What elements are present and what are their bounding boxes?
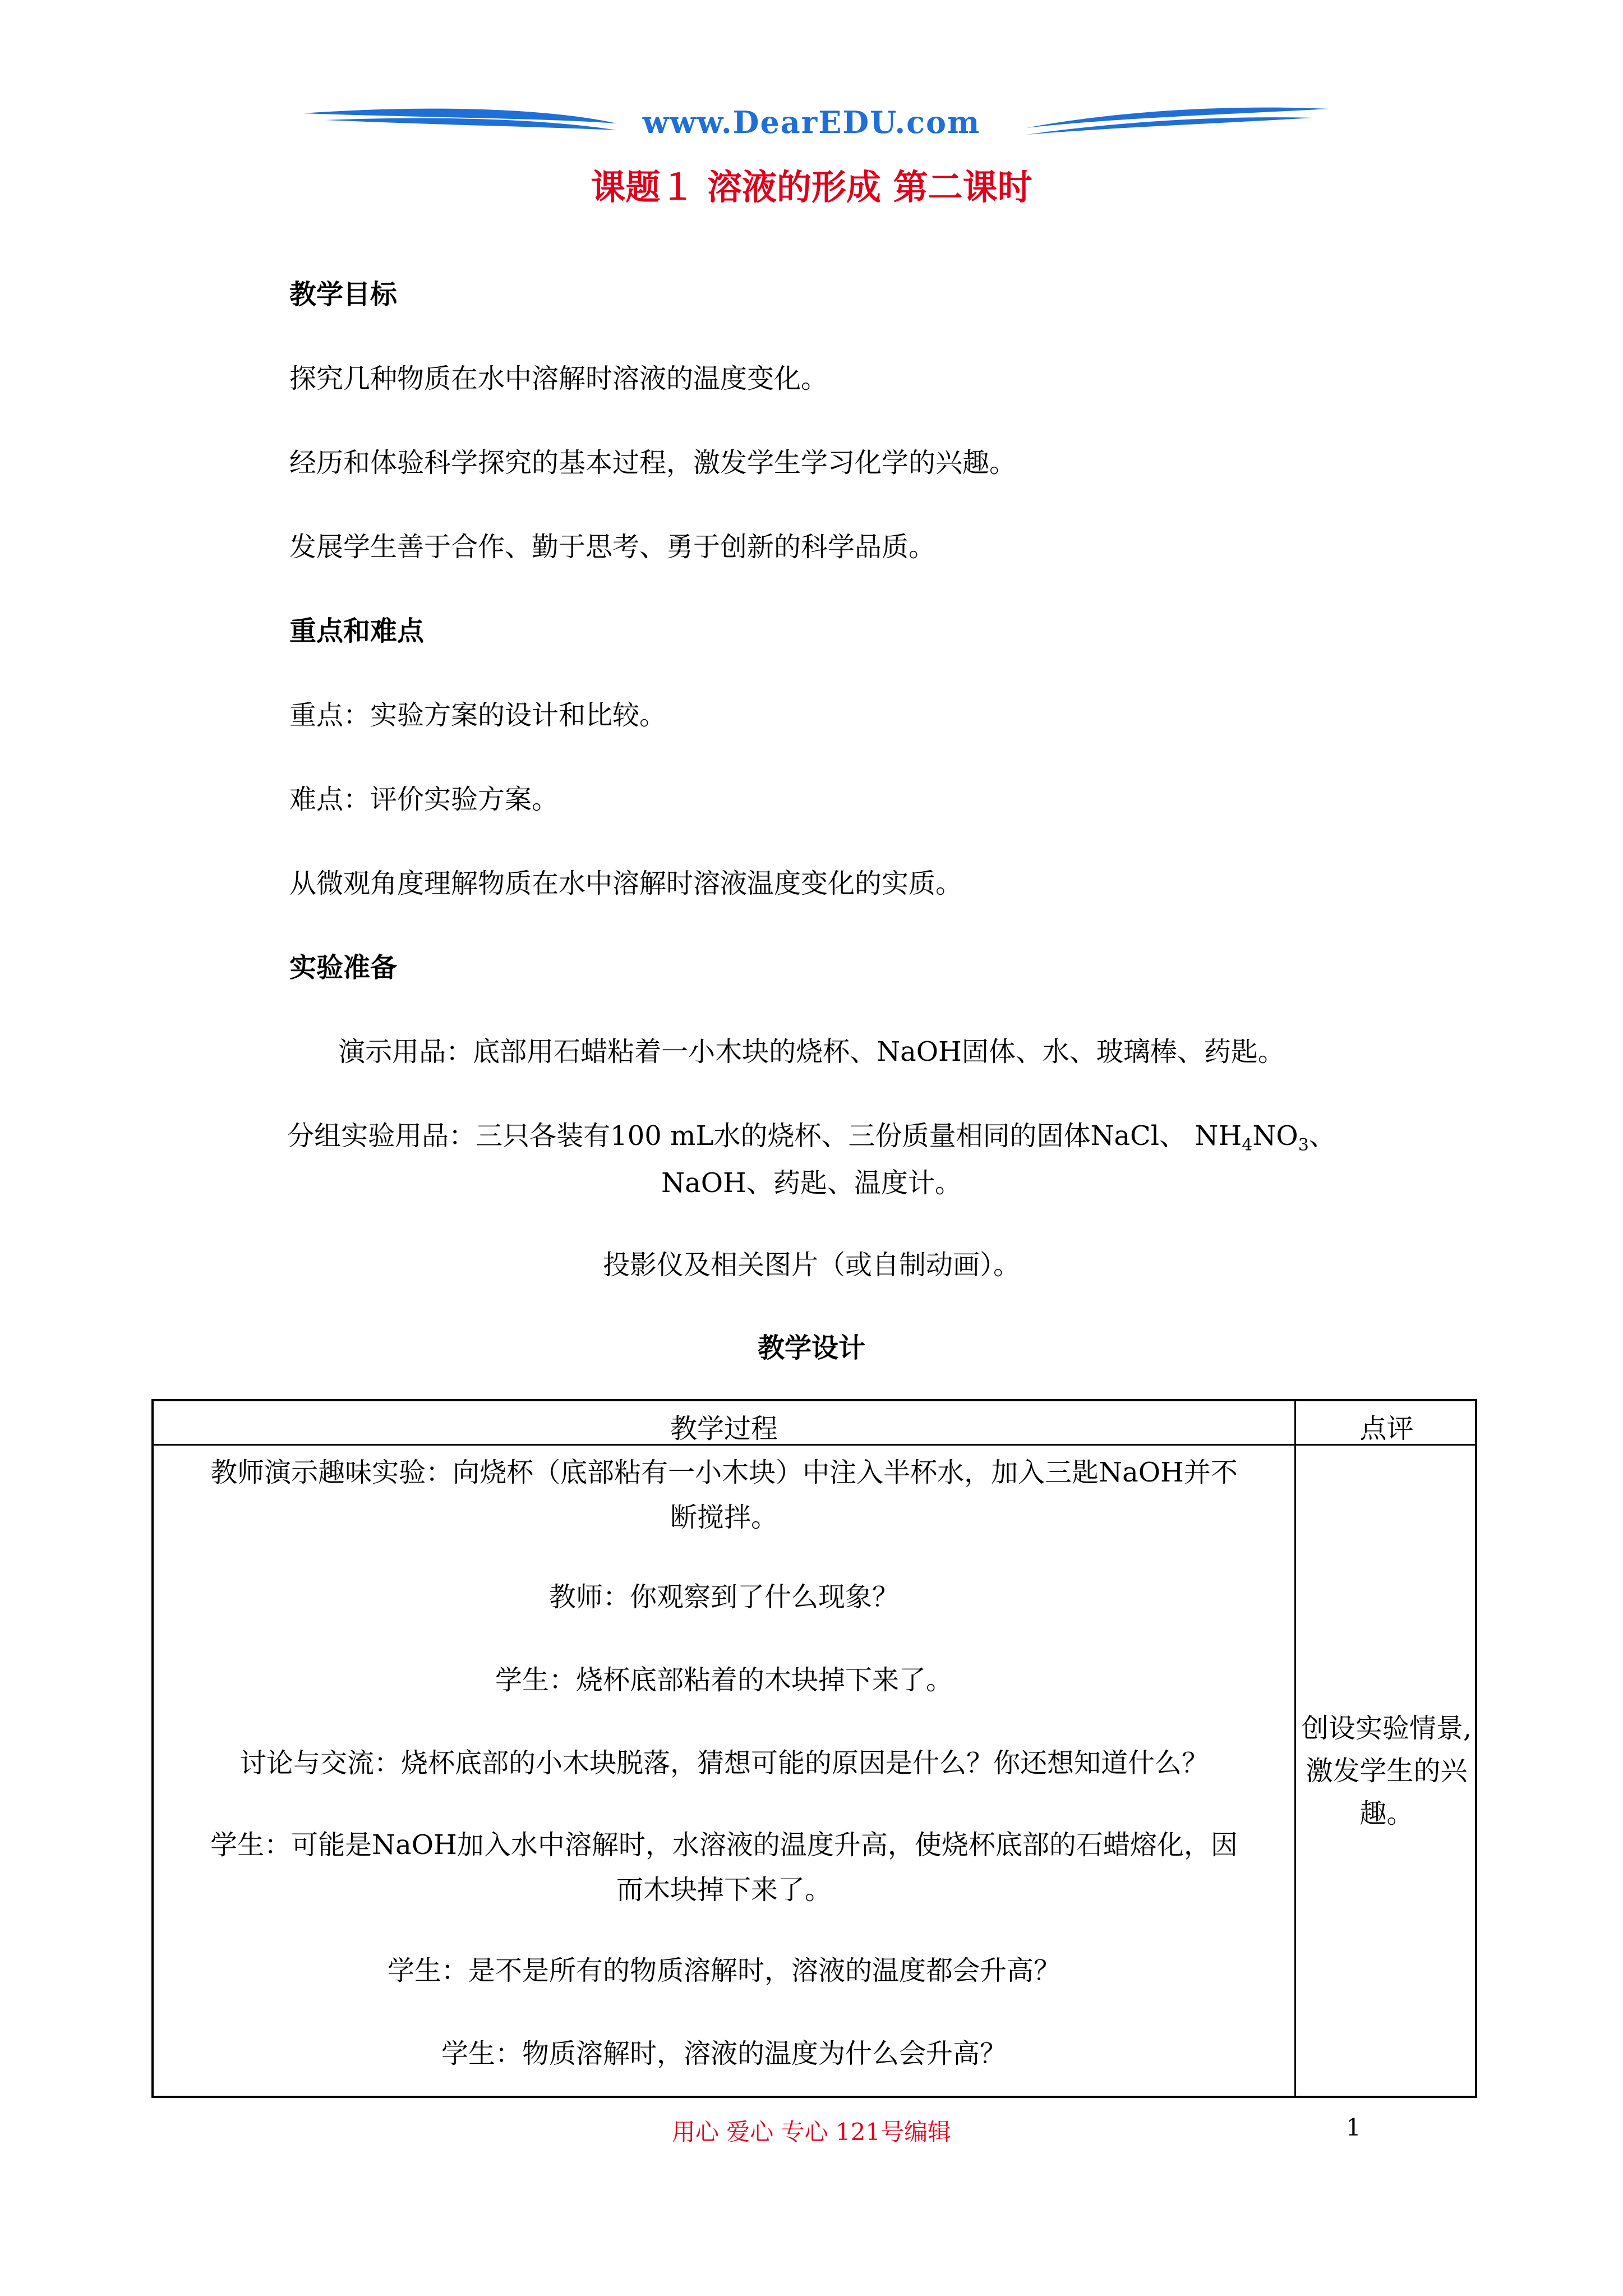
keypoint-item-2: 难点：评价实验方案。 — [289, 784, 559, 815]
goal-item-2: 经历和体验科学探究的基本过程，激发学生学习化学的兴趣。 — [289, 447, 1017, 478]
goal-item-1: 探究几种物质在水中溶解时溶液的温度变化。 — [289, 363, 828, 394]
prep-group-items-line2: NaOH、药匙、温度计。 — [661, 1167, 962, 1199]
keypoints-heading: 重点和难点 — [289, 615, 425, 647]
lesson-table — [151, 1399, 1477, 2098]
goal-item-3: 发展学生善于合作、勤于思考、勇于创新的科学品质。 — [289, 531, 936, 563]
table-column-divider — [1294, 1401, 1296, 2096]
keypoint-item-3: 从微观角度理解物质在水中溶解时溶液温度变化的实质。 — [289, 868, 963, 899]
prep-heading: 实验准备 — [289, 952, 398, 983]
process-line: 学生：物质溶解时，溶液的温度为什么会升高？ — [441, 2038, 1007, 2069]
process-line: 学生：烧杯底部粘着的木块掉下来了。 — [495, 1664, 953, 1696]
table-header-comment: 点评 — [1359, 1413, 1414, 1444]
site-url: www.DearEDU.com — [642, 104, 981, 140]
process-line: 教师演示趣味实验：向烧杯（底部粘有一小木块）中注入半杯水，加入三匙NaOH并不 — [210, 1457, 1238, 1488]
prep-group-items-line1: 分组实验用品：三只各装有100 mL水的烧杯、三份质量相同的固体NaCl、 $NH_4NO_3$、 — [287, 1120, 1336, 1155]
goals-heading: 教学目标 — [289, 279, 398, 310]
page-number: 1 — [1346, 2114, 1361, 2141]
comment-line: 创设实验情景, — [1301, 1713, 1472, 1744]
process-line: 学生：是不是所有的物质溶解时，溶液的温度都会升高？ — [387, 1955, 1061, 1986]
process-line: 教师：你观察到了什么现象？ — [548, 1581, 899, 1613]
process-line: 讨论与交流：烧杯底部的小木块脱落，猜想可能的原因是什么？你还想知道什么？ — [239, 1747, 1209, 1779]
design-heading: 教学设计 — [757, 1332, 865, 1364]
prep-demo-items: 演示用品：底部用石蜡粘着一小木块的烧杯、NaOH固体、水、玻璃棒、药匙。 — [338, 1036, 1285, 1068]
document-title: 课题１ 溶液的形成 第二课时 — [591, 167, 1032, 208]
process-line: 学生：可能是NaOH加入水中溶解时，水溶液的温度升高，使烧杯底部的石蜡熔化，因 — [210, 1829, 1238, 1861]
table-header-process: 教学过程 — [670, 1413, 778, 1444]
footer-credit: 用心 爱心 专心 121号编辑 — [671, 2118, 952, 2146]
process-line: 而木块掉下来了。 — [616, 1874, 832, 1906]
comment-line: 趣。 — [1359, 1798, 1414, 1829]
prep-projector: 投影仪及相关图片（或自制动画）。 — [602, 1249, 1020, 1281]
comment-line: 激发学生的兴 — [1306, 1755, 1468, 1787]
process-line: 断搅拌。 — [670, 1502, 778, 1533]
keypoint-item-1: 重点：实验方案的设计和比较。 — [289, 700, 667, 731]
